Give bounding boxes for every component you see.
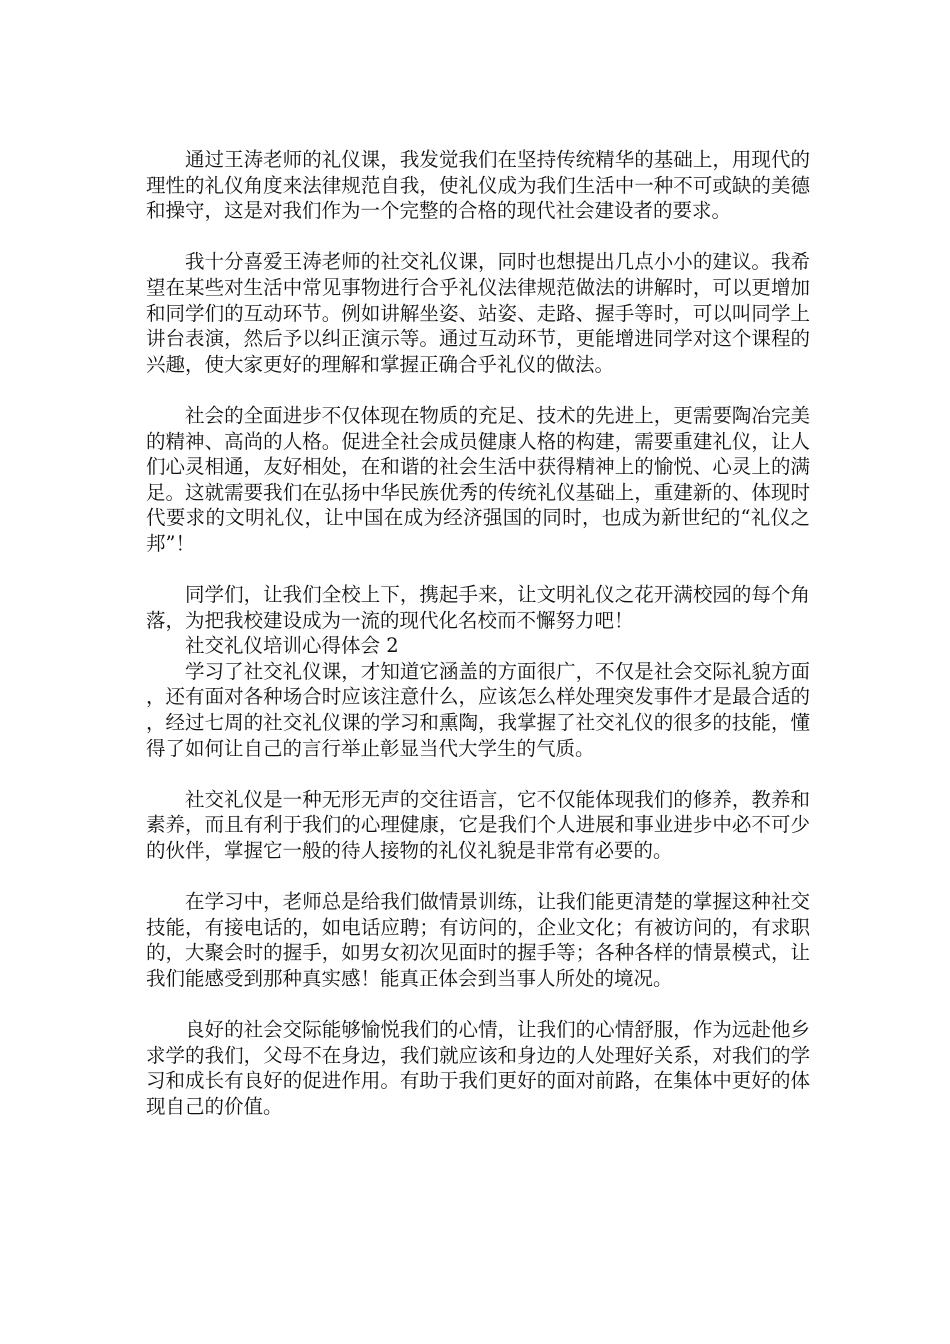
paragraph-learning-scope: 学习了社交礼仪课，才知道它涵盖的方面很广，不仅是社会交际礼貌方面，还有面对各种场合时应该注意什么，应该怎么样处理突发事件才是最合适的，经过七周的社交礼仪课的学习和熏陶，我掌握了社交礼仪的很多的技能，懂得了如何让自己的言行举止彰显当代大学生的气质。 xyxy=(146,659,810,760)
paragraph-social-language: 社交礼仪是一种无形无声的交往语言，它不仅能体现我们的修养，教养和素养，而且有利于我们的心理健康，它是我们个人进展和事业进步中必不可少的伙伴，掌握它一般的待人接物的礼仪礼貌是非常有必要的。 xyxy=(146,787,810,863)
paragraph-suggestions: 我十分喜爱王涛老师的社交礼仪课，同时也想提出几点小小的建议。我希望在某些对生活中常见事物进行合乎礼仪法律规范做法的讲解时，可以更增加和同学们的互动环节。例如讲解坐姿、站姿、走路、握手等时，可以叫同学上讲台表演，然后予以纠正演示等。通过互动环节，更能增进同学对这个课程的兴趣，使大家更好的理解和掌握正确合乎礼仪的做法。 xyxy=(146,250,810,376)
paragraph-scenario-training: 在学习中，老师总是给我们做情景训练，让我们能更清楚的掌握这种社交技能，有接电话的，如电话应聘；有访问的，企业文化；有被访问的，有求职的，大聚会时的握手，如男女初次见面时的握手等；各种各样的情景模式，让我们能感受到那种真实感！能真正体会到当事人所处的境况。 xyxy=(146,890,810,990)
paragraph-call-to-action: 同学们，让我们全校上下，携起手来，让文明礼仪之花开满校园的每个角落，为把我校建设成为一流的现代化名校而不懈努力吧！ xyxy=(146,583,810,632)
document-page xyxy=(146,147,810,1120)
paragraph-etiquette-course: 通过王涛老师的礼仪课，我发觉我们在坚持传统精华的基础上，用现代的理性的礼仪角度来法律规范自我，使礼仪成为我们生活中一种不可或缺的美德和操守，这是对我们作为一个完整的合格的现代社会建设者的要求。 xyxy=(146,148,810,223)
paragraph-good-relations: 良好的社会交际能够愉悦我们的心情，让我们的心情舒服，作为远赴他乡求学的我们，父母不在身边，我们就应该和身边的人处理好关系，对我们的学习和成长有良好的促进作用。有助于我们更好的面对前路，在集体中更好的体现自己的价值。 xyxy=(146,1018,810,1118)
section-heading: 社交礼仪培训心得体会 2 xyxy=(185,634,399,658)
paragraph-social-progress: 社会的全面进步不仅体现在物质的充足、技术的先进上，更需要陶冶完美的精神、高尚的人格。促进全社会成员健康人格的构建，需要重建礼仪，让人们心灵相通，友好相处，在和谐的社会生活中获得精神上的愉悦、心灵上的满足。这就需要我们在弘扬中华民族优秀的传统礼仪基础上，重建新的、体现时代要求的文明礼仪，让中国在成为经济强国的同时，也成为新世纪的“礼仪之邦”！ xyxy=(146,403,810,555)
